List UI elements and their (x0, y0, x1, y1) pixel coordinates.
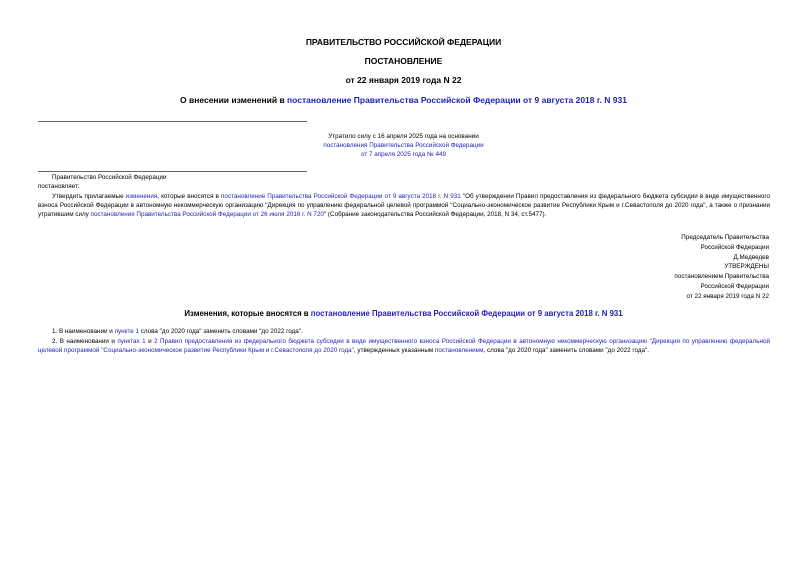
doc-title-link[interactable]: постановление Правительства Российской Федерации от 9 августа 2018 г. N 931 (287, 95, 627, 105)
changes-title (0, 309, 807, 318)
signature-block (674, 233, 769, 301)
item-text: , слова "до 2020 года" заменить словами "до 2022 года". (483, 347, 650, 355)
approved-line: УТВЕРЖДЕНЫ (724, 263, 769, 271)
paragraph-text: , которые вносятся в (157, 193, 221, 200)
paragraph-text: " (Собрание законодательства Российской Федерации, 2018, N 34, ст.5477). (323, 211, 547, 219)
paragraph-text: "Об утверждении Правил предоставления из федерального бюджета субсидии в виде имущественного взноса Российской Федерации в автономную некоммерческую организацию "Дирекция по управлению федеральной целевой программой "Социально-экономическое развитие Республики Крым и г.Севастополя до 2020 года", а также о признании утратившим силу (38, 193, 770, 219)
validity-note-line: Утратило силу с 16 апреля 2025 года на основании (328, 133, 479, 140)
change-item-2 (38, 337, 770, 355)
change-item-1 (38, 327, 770, 336)
validity-note (0, 132, 807, 159)
doc-type: ПОСТАНОВЛЕНИЕ (364, 56, 443, 66)
validity-note-link[interactable]: от 7 апреля 2025 года № 449 (360, 151, 446, 159)
approved-line: Российской Федерации (700, 282, 769, 290)
org-name: ПРАВИТЕЛЬСТВО РОССИЙСКОЙ ФЕДЕРАЦИИ (305, 37, 502, 47)
item2-link-points-1[interactable]: пунктах 1 (117, 338, 146, 345)
item-text: 2. В наименовании и (52, 338, 118, 345)
divider (38, 171, 307, 172)
signature-name: Д.Медведев (733, 253, 769, 261)
item1-link[interactable]: пункте 1 (114, 328, 140, 335)
changes-link[interactable]: изменения (125, 193, 158, 200)
approved-line: от 22 января 2019 года N 22 (686, 292, 769, 300)
decrees-line: постановляет: (38, 183, 80, 190)
decree-720-link[interactable]: постановления Правительства Российской Федерации от 26 июля 2016 г. N 720 (90, 211, 324, 219)
validity-note-link[interactable]: постановления Правительства Российской Федерации (323, 142, 484, 150)
changes-title-link[interactable]: постановление Правительства Российской Федерации от 9 августа 2018 г. N 931 (310, 309, 623, 318)
signature-line: Председатель Правительства (681, 234, 769, 241)
approved-line: постановлением Правительства (674, 273, 769, 280)
item2-link-decree[interactable]: постановлением (434, 347, 484, 355)
changes-title-prefix: Изменения, которые вносятся в (184, 309, 311, 318)
doc-date-number: от 22 января 2019 года N 22 (345, 75, 462, 85)
main-paragraph (38, 192, 770, 219)
item2-link-point-2[interactable]: 2 (154, 338, 158, 345)
paragraph-text: Утвердить прилагаемые (52, 193, 126, 200)
decree-931-link[interactable]: постановление Правительства Российской Федерации от 9 августа 2018 г. N 931 (220, 193, 461, 200)
signature-line: Российской Федерации (700, 243, 769, 251)
doc-title-prefix: О внесении изменений в (180, 95, 288, 105)
divider (38, 121, 307, 122)
intro-line: Правительство Российской Федерации (52, 174, 167, 181)
item-text: и (145, 338, 155, 345)
item2-link-rules[interactable]: Правил предоставления из федерального бюджета субсидии в виде имущественного взноса Российской Федерации в автономную некоммерческую организацию "Дирекция по управлению федеральной целевой программой "Социально-экономическое развитие Республики Крым и г.Севастополя до 2020 года" (38, 338, 770, 355)
doc-title (0, 95, 807, 105)
item-text: слова "до 2020 года" заменить словами "до 2022 года". (139, 328, 303, 335)
item-text: , утвержденных указанным (353, 347, 435, 355)
item-text: 1. В наименовании и (52, 328, 115, 335)
